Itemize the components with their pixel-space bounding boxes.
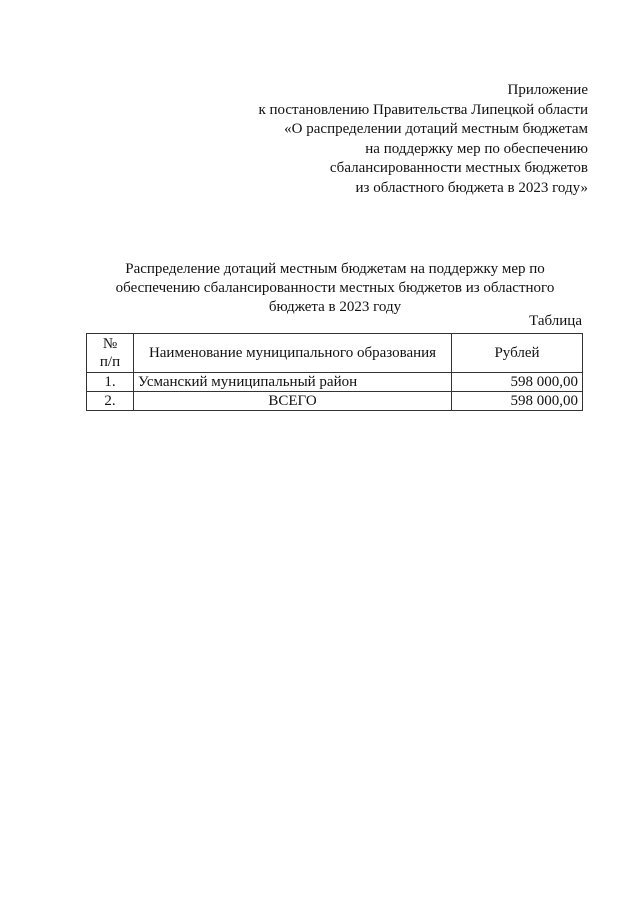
row-amount: 598 000,00	[452, 392, 583, 411]
title-line: обеспечению сбалансированности местных бюджетов из областного	[115, 280, 555, 296]
appendix-line: из областного бюджета в 2023 году»	[355, 179, 588, 196]
appendix-line: сбалансированности местных бюджетов	[329, 160, 588, 177]
header-amount: Рублей	[452, 334, 583, 373]
title-line: бюджета в 2023 году	[268, 299, 402, 315]
row-number: 1.	[87, 373, 134, 392]
header-number-sign: №	[102, 336, 118, 352]
title-line: Распределение дотаций местным бюджетам на поддержку мер по	[125, 261, 545, 277]
document-title	[95, 260, 575, 317]
header-number	[87, 334, 134, 373]
appendix-header	[258, 81, 588, 199]
table-header-row	[87, 334, 583, 373]
appendix-line: Приложение	[507, 82, 588, 98]
header-number-abbr: п/п	[99, 354, 121, 370]
appendix-line: «О распределении дотаций местным бюджетам	[284, 121, 588, 138]
row-name: ВСЕГО	[134, 392, 452, 411]
row-number: 2.	[87, 392, 134, 411]
appendix-line: на поддержку мер по обеспечению	[365, 140, 588, 157]
table-row-total	[87, 392, 583, 411]
table-row	[87, 373, 583, 392]
table-label: Таблица	[529, 313, 582, 329]
row-name: Усманский муниципальный район	[134, 373, 452, 392]
distribution-table	[86, 333, 583, 411]
row-amount: 598 000,00	[452, 373, 583, 392]
appendix-line: к постановлению Правительства Липецкой области	[258, 101, 588, 118]
header-name: Наименование муниципального образования	[134, 334, 452, 373]
